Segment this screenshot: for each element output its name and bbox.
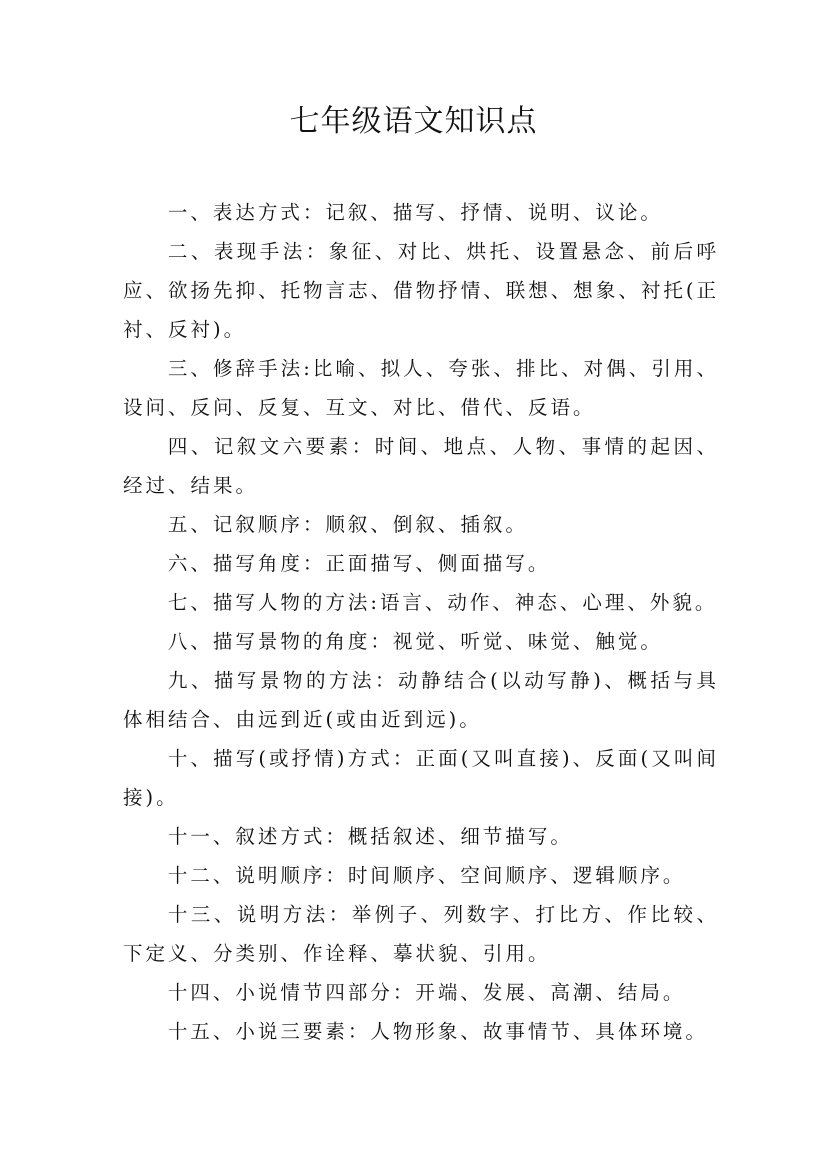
paragraph-2: 二、表现手法：象征、对比、烘托、设置悬念、前后呼应、欲扬先抑、托物言志、借物抒情、联想、想象、衬托(正衬、反衬)。 [123,240,719,341]
paragraph-10: 十、描写(或抒情)方式：正面(又叫直接)、反面(又叫间接)。 [123,747,719,809]
paragraph-5: 五、记叙顺序：顺叙、倒叙、插叙。 [167,513,528,536]
paragraph-9: 九、描写景物的方法：动静结合(以动写静)、概括与具体相结合、由远到近(或由近到远)。 [123,669,719,731]
paragraph-15: 十五、小说三要素：人物形象、故事情节、具体环境。 [167,1020,708,1043]
paragraph-13: 十三、说明方法：举例子、列数字、打比方、作比较、下定义、分类别、作诠释、摹状貌、引用。 [123,903,719,965]
paragraph-1: 一、表达方式：记叙、描写、抒情、说明、议论。 [167,201,663,224]
document-title: 七年级语文知识点 [289,104,538,139]
paragraph-12: 十二、说明顺序：时间顺序、空间顺序、逻辑顺序。 [167,864,686,887]
paragraph-11: 十一、叙述方式：概括叙述、细节描写。 [167,825,573,848]
paragraph-8: 八、描写景物的角度：视觉、听觉、味觉、触觉。 [167,630,663,653]
paragraph-4: 四、记叙文六要素：时间、地点、人物、事情的起因、经过、结果。 [123,435,719,497]
paragraph-3: 三、修辞手法:比喻、拟人、夸张、排比、对偶、引用、设问、反问、反复、互文、对比、借代、反语。 [123,357,719,419]
paragraph-6: 六、描写角度：正面描写、侧面描写。 [167,552,551,575]
paragraph-7: 七、描写人物的方法:语言、动作、神态、心理、外貌。 [167,591,718,614]
paragraph-14: 十四、小说情节四部分：开端、发展、高潮、结局。 [167,981,686,1004]
document-body [123,193,719,1051]
